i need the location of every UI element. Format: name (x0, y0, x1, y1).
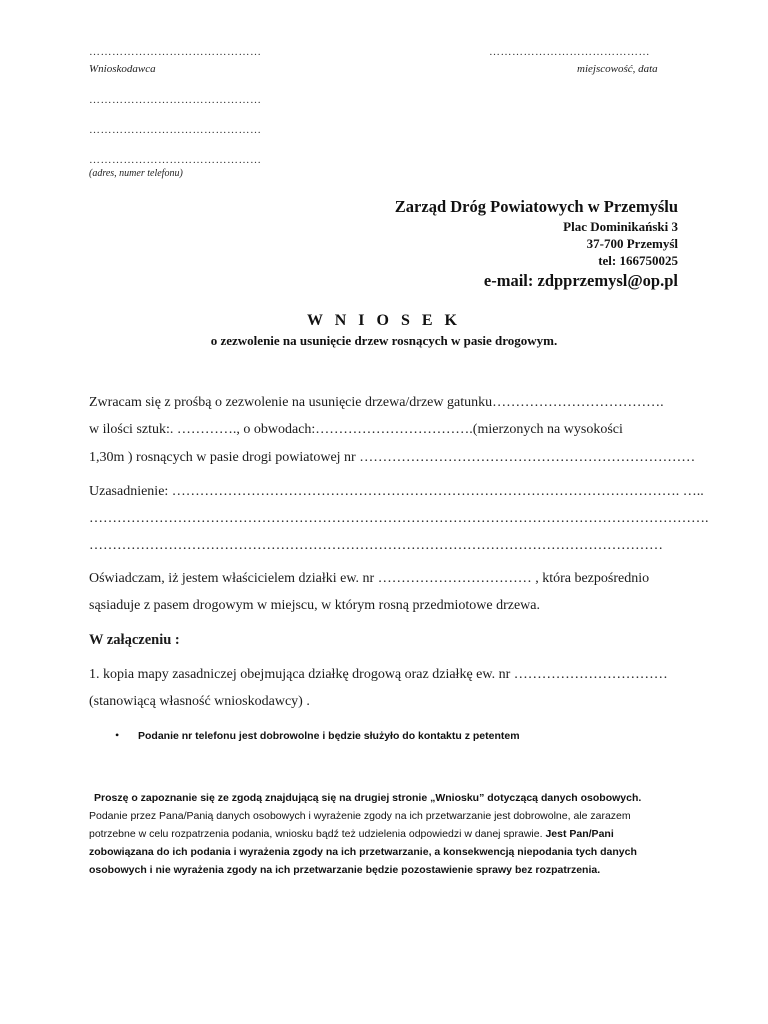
justification-line-3: …………………………………………………………………………………………………………… (89, 538, 663, 553)
notice-line-5: osobowych i nie wyrażenia zgody na ich przetwarzanie będzie pozostawienie sprawy bez rozpatrzenia. (89, 864, 601, 876)
notice-line-2: Podanie przez Pana/Panią danych osobowych i wyrażenie zgody na ich przetwarzanie jest dobrowolne, ale zarazem (89, 810, 631, 822)
statement-line-1: Oświadczam, iż jestem właścicielem działki ew. nr …………………………… , która bezpośrednio (89, 571, 650, 586)
address-label: (adres, numer telefonu) (89, 168, 183, 179)
recipient-name: Zarząd Dróg Powiatowych w Przemyślu (394, 197, 678, 216)
applicant-label: Wnioskodawca (89, 63, 156, 75)
notice-line-3-bold: Jest Pan/Pani (545, 828, 614, 840)
attachment-line-2: (stanowiącą własność wnioskodawcy) . (89, 694, 310, 709)
address-line-1: ……………………………………… (89, 94, 262, 106)
document-title: W N I O S E K (307, 312, 461, 329)
justification-line-1: Uzasadnienie: ………………………………………………………………………………………………. ….. (89, 484, 704, 499)
address-line-3: ……………………………………… (89, 154, 262, 166)
justification-line-2: ……………………………………………………………………………………………………………………. (89, 511, 709, 526)
applicant-dots: ……………………………………… (89, 46, 262, 58)
notice-line-1: Proszę o zapoznanie się ze zgodą znajdującą się na drugiej stronie „Wniosku” dotyczącą danych osobowych. (94, 792, 642, 804)
place-date-label: miejscowość, data (577, 63, 658, 75)
statement-line-2: sąsiaduje z pasem drogowym w miejscu, w którym rosną przedmiotowe drzewa. (89, 598, 540, 613)
request-line-3: 1,30m ) rosnących w pasie drogi powiatowej nr ……………………………………………………………… (89, 450, 696, 465)
notice-line-4: zobowiązana do ich podania i wyrażenia zgody na ich przetwarzanie, a konsekwencją niepodania tych danych (89, 846, 637, 858)
notice-line-3-normal: potrzebne w celu rozpatrzenia podania, wniosku bądź też udzielenia odpowiedzi w danej sprawie. (89, 828, 543, 840)
attachment-line-1: 1. kopia mapy zasadniczej obejmująca działkę drogową oraz działkę ew. nr …………………………… (89, 667, 668, 682)
phone-note: Podanie nr telefonu jest dobrowolne i będzie służyło do kontaktu z petentem (138, 730, 520, 742)
notice-line-3 (89, 828, 614, 840)
request-line-2: w ilości sztuk:. …………., o obwodach:…………………………….(mierzonych na wysokości (89, 422, 623, 437)
recipient-phone: tel: 166750025 (598, 253, 678, 268)
document-subtitle: o zezwolenie na usunięcie drzew rosnących w pasie drogowym. (210, 333, 558, 348)
address-line-2: ……………………………………… (89, 124, 262, 136)
recipient-email: e-mail: zdpprzemysl@op.pl (483, 271, 678, 290)
attachments-heading: W załączeniu : (89, 632, 180, 648)
place-date-dots: …………………………………… (489, 46, 650, 58)
request-line-1: Zwracam się z prośbą o zezwolenie na usunięcie drzewa/drzew gatunku………………………………. (89, 395, 664, 410)
bullet-marker: • (115, 728, 120, 742)
recipient-city: 37-700 Przemyśl (586, 236, 678, 251)
recipient-street: Plac Dominikański 3 (563, 219, 678, 234)
